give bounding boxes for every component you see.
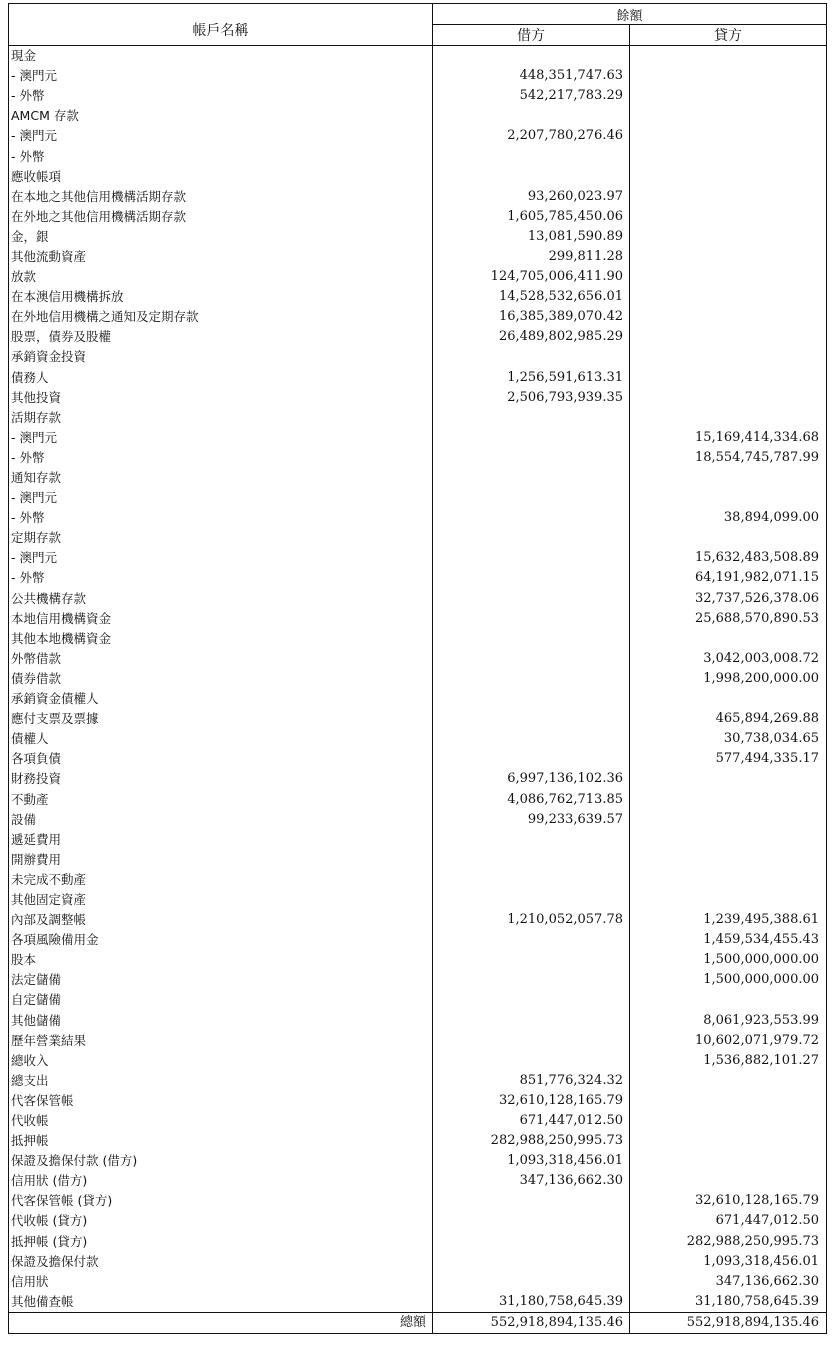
debit-cell: [433, 106, 630, 126]
credit-cell: 64,191,982,071.15: [630, 568, 827, 588]
debit-cell: 448,351,747.63: [433, 66, 630, 86]
table-row: [9, 1091, 827, 1111]
debit-cell: [433, 548, 630, 568]
credit-cell: 10,602,071,979.72: [630, 1031, 827, 1051]
credit-cell: 32,737,526,378.06: [630, 589, 827, 609]
account-name-cell: 財務投資: [9, 769, 433, 789]
account-name-cell: - 外幣: [9, 86, 433, 106]
account-name-cell: 其他本地機構資金: [9, 629, 433, 649]
table-row: [9, 1131, 827, 1151]
credit-cell: [630, 830, 827, 850]
debit-cell: 542,217,783.29: [433, 86, 630, 106]
table-row: [9, 146, 827, 166]
credit-cell: [630, 1111, 827, 1131]
credit-cell: [630, 146, 827, 166]
table-row: [9, 649, 827, 669]
account-name-cell: 通知存款: [9, 468, 433, 488]
table-row: [9, 548, 827, 568]
table-row: [9, 1171, 827, 1191]
account-name-cell: - 澳門元: [9, 66, 433, 86]
table-row: [9, 669, 827, 689]
account-name-cell: 其他流動資產: [9, 247, 433, 267]
credit-cell: 25,688,570,890.53: [630, 609, 827, 629]
account-name-cell: 承銷資金債權人: [9, 689, 433, 709]
table-row: [9, 1252, 827, 1272]
account-name-cell: 股本: [9, 950, 433, 970]
debit-cell: [433, 1031, 630, 1051]
credit-header: 貸方: [630, 25, 827, 46]
account-name-cell: - 外幣: [9, 448, 433, 468]
account-name-cell: 未完成不動產: [9, 870, 433, 890]
debit-cell: [433, 508, 630, 528]
credit-cell: [630, 66, 827, 86]
credit-cell: [630, 689, 827, 709]
account-name-cell: 代收帳: [9, 1111, 433, 1131]
table-row: [9, 1211, 827, 1231]
account-name-cell: 外幣借款: [9, 649, 433, 669]
debit-cell: 851,776,324.32: [433, 1071, 630, 1091]
credit-cell: 8,061,923,553.99: [630, 1011, 827, 1031]
credit-cell: [630, 1171, 827, 1191]
credit-cell: [630, 307, 827, 327]
debit-cell: [433, 488, 630, 508]
debit-cell: [433, 870, 630, 890]
table-row: [9, 729, 827, 749]
debit-cell: 1,093,318,456.01: [433, 1151, 630, 1171]
table-row: [9, 227, 827, 247]
debit-cell: 16,385,389,070.42: [433, 307, 630, 327]
account-name-cell: 各項風險備用金: [9, 930, 433, 950]
debit-cell: [433, 1211, 630, 1231]
debit-cell: 31,180,758,645.39: [433, 1292, 630, 1313]
account-name-cell: 信用狀 (借方): [9, 1171, 433, 1191]
table-row: [9, 769, 827, 789]
credit-cell: [630, 990, 827, 1010]
credit-cell: [630, 850, 827, 870]
account-name-cell: 債務人: [9, 368, 433, 388]
table-row: [9, 1031, 827, 1051]
table-row: [9, 990, 827, 1010]
table-row: [9, 709, 827, 729]
debit-cell: 26,489,802,985.29: [433, 327, 630, 347]
credit-cell: 1,536,882,101.27: [630, 1051, 827, 1071]
credit-cell: 282,988,250,995.73: [630, 1232, 827, 1252]
debit-cell: [433, 689, 630, 709]
table-row: [9, 408, 827, 428]
table-row: [9, 287, 827, 307]
table-row: [9, 327, 827, 347]
debit-cell: [433, 1252, 630, 1272]
table-row: [9, 749, 827, 769]
account-name-cell: 在本澳信用機構拆放: [9, 287, 433, 307]
table-row: [9, 388, 827, 408]
table-row: [9, 187, 827, 207]
table-row: [9, 589, 827, 609]
credit-cell: 15,632,483,508.89: [630, 548, 827, 568]
debit-cell: [433, 609, 630, 629]
total-debit: 552,918,894,135.46: [433, 1312, 630, 1333]
debit-cell: [433, 930, 630, 950]
credit-cell: [630, 368, 827, 388]
account-name-cell: - 澳門元: [9, 548, 433, 568]
table-row: [9, 468, 827, 488]
debit-cell: 14,528,532,656.01: [433, 287, 630, 307]
table-row: [9, 106, 827, 126]
debit-header: 借方: [433, 25, 630, 46]
account-name-cell: 活期存款: [9, 408, 433, 428]
account-name-cell: 抵押帳 (貸方): [9, 1232, 433, 1252]
table-row: [9, 368, 827, 388]
debit-cell: [433, 669, 630, 689]
credit-cell: [630, 629, 827, 649]
table-row: [9, 448, 827, 468]
credit-cell: [630, 528, 827, 548]
credit-cell: 1,998,200,000.00: [630, 669, 827, 689]
table-row: [9, 830, 827, 850]
debit-cell: [433, 1011, 630, 1031]
debit-cell: 4,086,762,713.85: [433, 789, 630, 809]
account-name-cell: 開辦費用: [9, 850, 433, 870]
account-name-cell: - 外幣: [9, 568, 433, 588]
debit-cell: 2,207,780,276.46: [433, 126, 630, 146]
credit-cell: [630, 810, 827, 830]
trial-balance-page: [8, 3, 826, 1334]
credit-cell: 671,447,012.50: [630, 1211, 827, 1231]
table-row: [9, 66, 827, 86]
debit-cell: 299,811.28: [433, 247, 630, 267]
credit-cell: 347,136,662.30: [630, 1272, 827, 1292]
account-name-cell: 金，銀: [9, 227, 433, 247]
credit-cell: 1,239,495,388.61: [630, 910, 827, 930]
table-row: [9, 890, 827, 910]
account-name-cell: - 澳門元: [9, 488, 433, 508]
debit-cell: 671,447,012.50: [433, 1111, 630, 1131]
table-row: [9, 930, 827, 950]
credit-cell: [630, 46, 827, 67]
table-row: [9, 508, 827, 528]
account-name-cell: 總收入: [9, 1051, 433, 1071]
table-row: [9, 1272, 827, 1292]
account-name-cell: 代客保管帳: [9, 1091, 433, 1111]
account-name-cell: 定期存款: [9, 528, 433, 548]
debit-cell: [433, 1051, 630, 1071]
credit-cell: [630, 1131, 827, 1151]
debit-cell: 2,506,793,939.35: [433, 388, 630, 408]
debit-cell: 282,988,250,995.73: [433, 1131, 630, 1151]
account-name-cell: 抵押帳: [9, 1131, 433, 1151]
debit-cell: [433, 990, 630, 1010]
table-row: [9, 528, 827, 548]
debit-cell: [433, 408, 630, 428]
debit-cell: [433, 649, 630, 669]
table-row: [9, 810, 827, 830]
account-name-cell: 保證及擔保付款 (借方): [9, 1151, 433, 1171]
debit-cell: 32,610,128,165.79: [433, 1091, 630, 1111]
account-name-cell: 應收帳項: [9, 167, 433, 187]
total-row: [9, 1312, 827, 1333]
credit-cell: [630, 106, 827, 126]
balance-header: 餘額: [433, 4, 827, 25]
table-row: [9, 46, 827, 67]
table-row: [9, 167, 827, 187]
account-name-cell: 債權人: [9, 729, 433, 749]
account-name-cell: 在外地之其他信用機構活期存款: [9, 207, 433, 227]
debit-cell: 1,256,591,613.31: [433, 368, 630, 388]
credit-cell: [630, 287, 827, 307]
table-row: [9, 950, 827, 970]
credit-cell: [630, 187, 827, 207]
account-name-cell: 在本地之其他信用機構活期存款: [9, 187, 433, 207]
account-name-cell: 保證及擔保付款: [9, 1252, 433, 1272]
debit-cell: 6,997,136,102.36: [433, 769, 630, 789]
credit-cell: [630, 126, 827, 146]
credit-cell: 577,494,335.17: [630, 749, 827, 769]
debit-cell: [433, 970, 630, 990]
debit-cell: 347,136,662.30: [433, 1171, 630, 1191]
table-row: [9, 1292, 827, 1313]
debit-cell: [433, 46, 630, 67]
credit-cell: [630, 247, 827, 267]
debit-cell: [433, 950, 630, 970]
ledger-body: [9, 46, 827, 1313]
account-name-cell: - 外幣: [9, 146, 433, 166]
account-name-cell: 代客保管帳 (貸方): [9, 1191, 433, 1211]
total-label: 總額: [9, 1312, 433, 1333]
credit-cell: [630, 870, 827, 890]
table-row: [9, 267, 827, 287]
debit-cell: 124,705,006,411.90: [433, 267, 630, 287]
table-row: [9, 207, 827, 227]
debit-cell: 13,081,590.89: [433, 227, 630, 247]
credit-cell: [630, 1091, 827, 1111]
debit-cell: 93,260,023.97: [433, 187, 630, 207]
credit-cell: [630, 207, 827, 227]
debit-cell: [433, 830, 630, 850]
debit-cell: [433, 890, 630, 910]
table-row: [9, 1151, 827, 1171]
credit-cell: [630, 1071, 827, 1091]
debit-cell: [433, 468, 630, 488]
table-row: [9, 629, 827, 649]
debit-cell: [433, 729, 630, 749]
account-name-cell: AMCM 存款: [9, 106, 433, 126]
credit-cell: 1,459,534,455.43: [630, 930, 827, 950]
table-row: [9, 307, 827, 327]
table-row: [9, 970, 827, 990]
table-row: [9, 1191, 827, 1211]
credit-cell: [630, 408, 827, 428]
account-name-cell: 自定儲備: [9, 990, 433, 1010]
account-name-cell: 現金: [9, 46, 433, 67]
debit-cell: 99,233,639.57: [433, 810, 630, 830]
credit-cell: [630, 86, 827, 106]
account-name-cell: 其他備查帳: [9, 1292, 433, 1313]
table-row: [9, 609, 827, 629]
account-name-header: 帳戶名稱: [9, 4, 433, 46]
debit-cell: [433, 749, 630, 769]
debit-cell: [433, 1191, 630, 1211]
account-name-cell: 各項負債: [9, 749, 433, 769]
credit-cell: [630, 227, 827, 247]
account-name-cell: 設備: [9, 810, 433, 830]
account-name-cell: 其他儲備: [9, 1011, 433, 1031]
table-row: [9, 1232, 827, 1252]
account-name-cell: 內部及調整帳: [9, 910, 433, 930]
debit-cell: [433, 589, 630, 609]
credit-cell: [630, 167, 827, 187]
table-row: [9, 247, 827, 267]
debit-cell: [433, 448, 630, 468]
account-name-cell: 不動產: [9, 789, 433, 809]
table-row: [9, 1071, 827, 1091]
credit-cell: [630, 327, 827, 347]
credit-cell: [630, 388, 827, 408]
debit-cell: [433, 347, 630, 367]
table-row: [9, 86, 827, 106]
credit-cell: 465,894,269.88: [630, 709, 827, 729]
debit-cell: [433, 850, 630, 870]
debit-cell: [433, 167, 630, 187]
table-row: [9, 1051, 827, 1071]
table-row: [9, 910, 827, 930]
account-name-cell: 本地信用機構資金: [9, 609, 433, 629]
table-row: [9, 870, 827, 890]
account-name-cell: 法定儲備: [9, 970, 433, 990]
credit-cell: 1,500,000,000.00: [630, 970, 827, 990]
debit-cell: [433, 528, 630, 548]
account-name-cell: 債券借款: [9, 669, 433, 689]
credit-cell: 15,169,414,334.68: [630, 428, 827, 448]
account-name-cell: - 澳門元: [9, 428, 433, 448]
credit-cell: 38,894,099.00: [630, 508, 827, 528]
credit-cell: [630, 769, 827, 789]
debit-cell: [433, 428, 630, 448]
credit-cell: [630, 347, 827, 367]
debit-cell: 1,605,785,450.06: [433, 207, 630, 227]
debit-cell: [433, 1232, 630, 1252]
debit-cell: [433, 146, 630, 166]
trial-balance-table: [8, 3, 827, 1334]
account-name-cell: 放款: [9, 267, 433, 287]
account-name-cell: 歷年營業結果: [9, 1031, 433, 1051]
credit-cell: 30,738,034.65: [630, 729, 827, 749]
account-name-cell: 承銷資金投資: [9, 347, 433, 367]
credit-cell: [630, 890, 827, 910]
account-name-cell: 信用狀: [9, 1272, 433, 1292]
credit-cell: [630, 789, 827, 809]
credit-cell: 1,500,000,000.00: [630, 950, 827, 970]
credit-cell: [630, 488, 827, 508]
debit-cell: 1,210,052,057.78: [433, 910, 630, 930]
debit-cell: [433, 1272, 630, 1292]
table-row: [9, 126, 827, 146]
credit-cell: 31,180,758,645.39: [630, 1292, 827, 1313]
total-credit: 552,918,894,135.46: [630, 1312, 827, 1333]
debit-cell: [433, 629, 630, 649]
account-name-cell: 在外地信用機構之通知及定期存款: [9, 307, 433, 327]
table-row: [9, 347, 827, 367]
account-name-cell: 公共機構存款: [9, 589, 433, 609]
table-row: [9, 689, 827, 709]
account-name-cell: 股票，債券及股權: [9, 327, 433, 347]
table-row: [9, 789, 827, 809]
table-row: [9, 1011, 827, 1031]
credit-cell: 32,610,128,165.79: [630, 1191, 827, 1211]
table-row: [9, 488, 827, 508]
account-name-cell: 遞延費用: [9, 830, 433, 850]
credit-cell: [630, 468, 827, 488]
table-row: [9, 1111, 827, 1131]
credit-cell: [630, 267, 827, 287]
credit-cell: 3,042,003,008.72: [630, 649, 827, 669]
account-name-cell: 應付支票及票據: [9, 709, 433, 729]
table-row: [9, 428, 827, 448]
account-name-cell: - 外幣: [9, 508, 433, 528]
account-name-cell: 其他投資: [9, 388, 433, 408]
account-name-cell: - 澳門元: [9, 126, 433, 146]
credit-cell: 18,554,745,787.99: [630, 448, 827, 468]
table-row: [9, 568, 827, 588]
debit-cell: [433, 709, 630, 729]
debit-cell: [433, 568, 630, 588]
account-name-cell: 其他固定資產: [9, 890, 433, 910]
credit-cell: [630, 1151, 827, 1171]
account-name-cell: 代收帳 (貸方): [9, 1211, 433, 1231]
credit-cell: 1,093,318,456.01: [630, 1252, 827, 1272]
table-row: [9, 850, 827, 870]
account-name-cell: 總支出: [9, 1071, 433, 1091]
